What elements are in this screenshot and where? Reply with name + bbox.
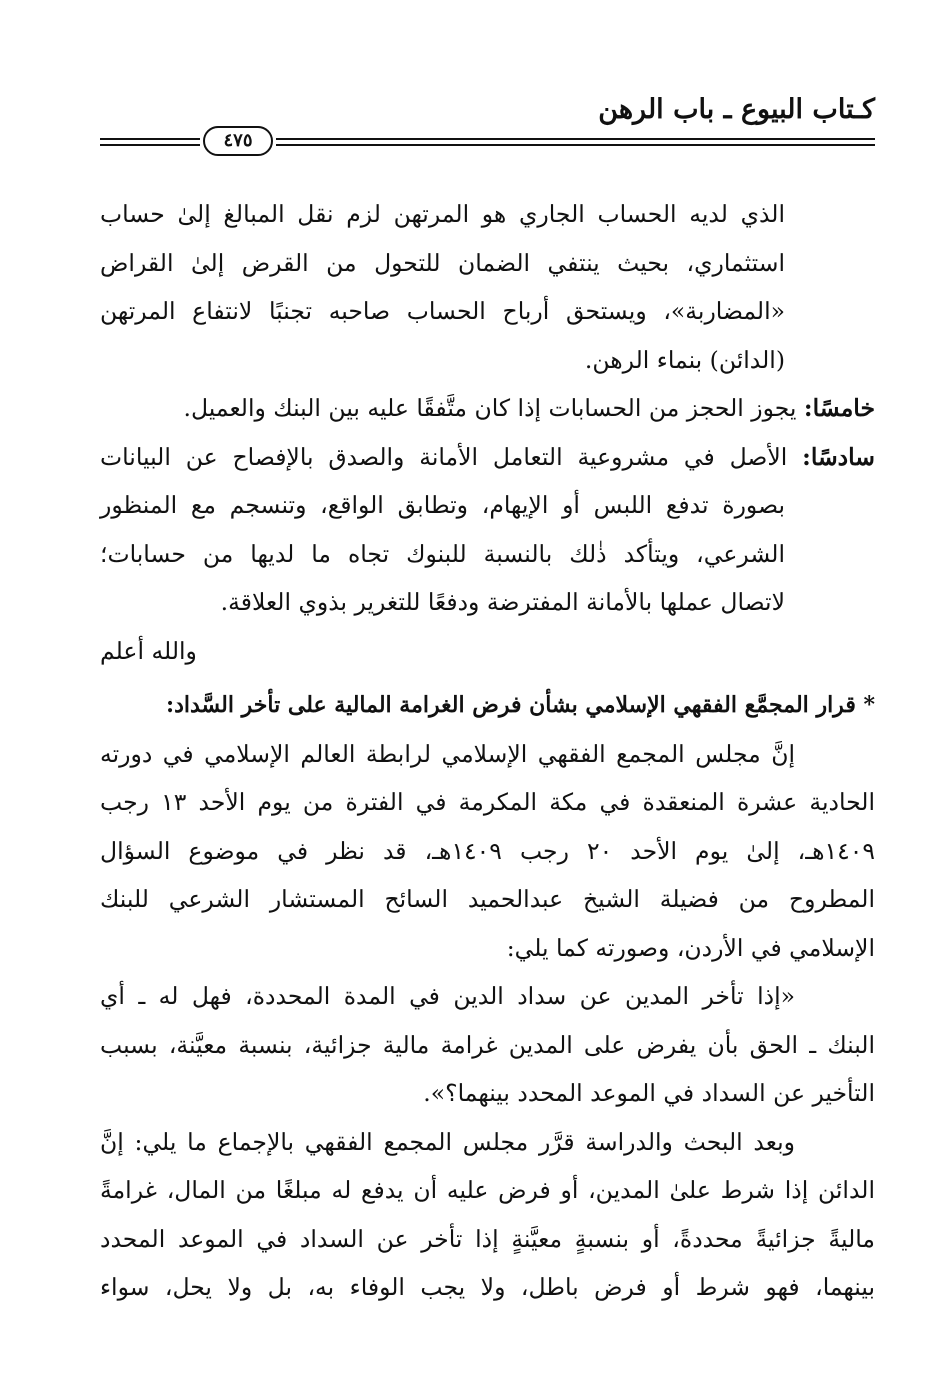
text-line: (الدائن) بنماء الرهن. (584, 345, 785, 374)
text-line: بينهما، فهو شرط أو فرض باطل، ولا يجب الوفاء به، بل ولا يحل، سواء (100, 1273, 875, 1301)
closing-phrase: والله أعلم (100, 636, 197, 665)
text-line: البنك ـ الحق بأن يفرض على المدين غرامة مالية جزائية، بنسبة معيَّنة، بسبب (100, 1030, 875, 1059)
text-line: المطروح من فضيلة الشيخ عبدالحميد السائح المستشار الشرعي للبنك (100, 885, 875, 913)
header-rule (276, 144, 875, 146)
text-line: الذي لديه الحساب الجاري هو المرتهن لزم نقل المبالغ إلىٰ حساب (100, 200, 785, 228)
item-label: سادسًا: (802, 442, 875, 471)
item-fifth (100, 384, 875, 433)
page-body (100, 190, 875, 1312)
text-line: ماليةً جزائيةً محددةً، أو بنسبةٍ معيَّنةٍ إذا تأخر عن السداد في الموعد المحدد (100, 1224, 875, 1253)
header-rule (100, 138, 200, 140)
text-line: استثماري، بحيث ينتفي الضمان للتحول من القرض إلىٰ القراض (100, 248, 785, 277)
header-rule (100, 144, 200, 146)
text-line: وبعد البحث والدراسة قرَّر مجلس المجمع الفقهي بالإجماع ما يلي: إنَّ (100, 1127, 795, 1156)
decision-paragraph (100, 730, 875, 973)
text-line: بصورة تدفع اللبس أو الإيهام، وتطابق الواقع، وتنسجم مع المنظور (100, 491, 785, 519)
header-rule (276, 138, 875, 140)
item-text: يجوز الحجز من الحسابات إذا كان متَّفقًا عليه بين البنك والعميل. (183, 394, 797, 422)
section-heading: * قرار المجمَّع الفقهي الإسلامي بشأن فرض الغرامة المالية على تأخر السَّداد: (165, 692, 875, 718)
text-line: التأخير عن السداد في الموعد المحدد بينهما؟». (423, 1079, 875, 1107)
text-line: لاتصال عملها بالأمانة المفترضة ودفعًا للتغرير بذوي العلاقة. (220, 588, 785, 616)
text-line: ١٤٠٩هـ، إلىٰ يوم الأحد ٢٠ رجب ١٤٠٩هـ، قد نظر في موضوع السؤال (100, 836, 875, 865)
item-label: خامسًا: (803, 394, 875, 422)
text-line: الحادية عشرة المنعقدة في مكة المكرمة في الفترة من يوم الأحد ١٣ رجب (100, 788, 875, 816)
resolution-paragraph (100, 1118, 875, 1312)
text-line (100, 433, 875, 482)
text-line: إنَّ مجلس المجمع الفقهي الإسلامي لرابطة العالم الإسلامي في دورته (100, 739, 795, 768)
paragraph-continuation (100, 190, 875, 384)
question-quote (100, 972, 875, 1118)
text-line: الإسلامي في الأردن، وصورته كما يلي: (506, 933, 875, 962)
text-line: الشرعي، ويتأكد ذٰلك بالنسبة للبنوك تجاه ما لديها من حسابات؛ (100, 539, 785, 568)
running-title: كـتاب البيوع ـ باب الرهن (598, 94, 875, 125)
item-text: الأصل في مشروعية التعامل الأمانة والصدق بالإفصاح عن البيانات (100, 442, 788, 471)
text-line: «المضاربة»، ويستحق أرباح الحساب صاحبه تجنبًا لانتفاع المرتهن (100, 297, 785, 325)
page-header (100, 92, 875, 162)
text-line: الدائن إذا شرط علىٰ المدين، أو فرض عليه أن يدفع له مبلغًا من المال، غرامةً (100, 1176, 875, 1204)
text-line: «إذا تأخر المدين عن سداد الدين في المدة المحددة، فهل له ـ أي (100, 982, 795, 1010)
page-number: ٤٧٥ (203, 126, 273, 156)
item-sixth (100, 433, 875, 627)
